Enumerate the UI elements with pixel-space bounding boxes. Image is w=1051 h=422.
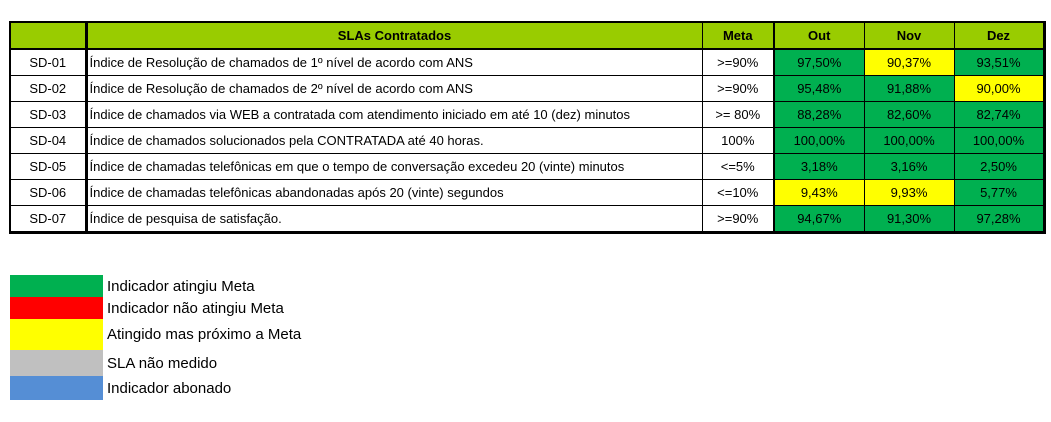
sla-description: Índice de Resolução de chamados de 2º nível de acordo com ANS [86,76,702,102]
sla-code: SD-07 [10,206,86,233]
legend-label: Indicador não atingiu Meta [107,299,284,317]
sla-description: Índice de chamadas telefônicas abandonadas após 20 (vinte) segundos [86,180,702,206]
legend-label: Atingido mas próximo a Meta [107,326,302,343]
sla-code: SD-04 [10,128,86,154]
value-out: 94,67% [774,206,864,233]
table-row [10,206,1044,233]
sla-meta: >= 80% [702,102,774,128]
value-out: 100,00% [774,128,864,154]
header-month-nov: Nov [864,22,954,49]
table-title: SLAs Contratados [86,22,702,49]
table-row [10,154,1044,180]
sla-meta: >=90% [702,49,774,76]
sla-description: Índice de Resolução de chamados de 1º nível de acordo com ANS [86,49,702,76]
value-dez: 2,50% [954,154,1044,180]
value-dez: 82,74% [954,102,1044,128]
legend-item [10,376,301,400]
value-nov: 3,16% [864,154,954,180]
sla-meta: >=90% [702,206,774,233]
value-nov: 100,00% [864,128,954,154]
sla-table [9,21,1046,234]
table-header-row [10,22,1044,49]
table-row [10,180,1044,206]
legend-item [10,275,301,297]
legend [10,275,301,400]
value-nov: 90,37% [864,49,954,76]
legend-label: SLA não medido [107,354,218,372]
sla-meta: <=5% [702,154,774,180]
sla-code: SD-03 [10,102,86,128]
table-body [10,49,1044,233]
header-empty-cell [10,22,86,49]
sla-meta: 100% [702,128,774,154]
legend-label: Indicador atingiu Meta [107,277,255,295]
sla-meta: <=10% [702,180,774,206]
value-dez: 93,51% [954,49,1044,76]
sla-code: SD-06 [10,180,86,206]
value-dez: 100,00% [954,128,1044,154]
sla-code: SD-01 [10,49,86,76]
sla-meta: >=90% [702,76,774,102]
sla-code: SD-05 [10,154,86,180]
header-month-out: Out [774,22,864,49]
table-row [10,76,1044,102]
value-out: 95,48% [774,76,864,102]
sla-description: Índice de pesquisa de satisfação. [86,206,702,233]
legend-swatch [10,376,103,400]
value-out: 3,18% [774,154,864,180]
legend-item [10,319,301,350]
table-row [10,49,1044,76]
value-out: 9,43% [774,180,864,206]
legend-swatch [10,350,103,376]
legend-item [10,350,301,376]
header-month-dez: Dez [954,22,1044,49]
value-dez: 97,28% [954,206,1044,233]
sla-description: Índice de chamadas telefônicas em que o tempo de conversação excedeu 20 (vinte) minutos [86,154,702,180]
value-out: 88,28% [774,102,864,128]
value-dez: 90,00% [954,76,1044,102]
legend-swatch [10,319,103,350]
value-nov: 91,30% [864,206,954,233]
legend-swatch [10,297,103,319]
value-nov: 82,60% [864,102,954,128]
legend-item [10,297,301,319]
sla-code: SD-02 [10,76,86,102]
header-meta: Meta [702,22,774,49]
legend-swatch [10,275,103,297]
value-nov: 9,93% [864,180,954,206]
value-dez: 5,77% [954,180,1044,206]
table-row [10,128,1044,154]
value-out: 97,50% [774,49,864,76]
sla-description: Índice de chamados via WEB a contratada com atendimento iniciado em até 10 (dez) minutos [86,102,702,128]
sla-description: Índice de chamados solucionados pela CONTRATADA até 40 horas. [86,128,702,154]
legend-label: Indicador abonado [107,379,232,397]
value-nov: 91,88% [864,76,954,102]
table-row [10,102,1044,128]
